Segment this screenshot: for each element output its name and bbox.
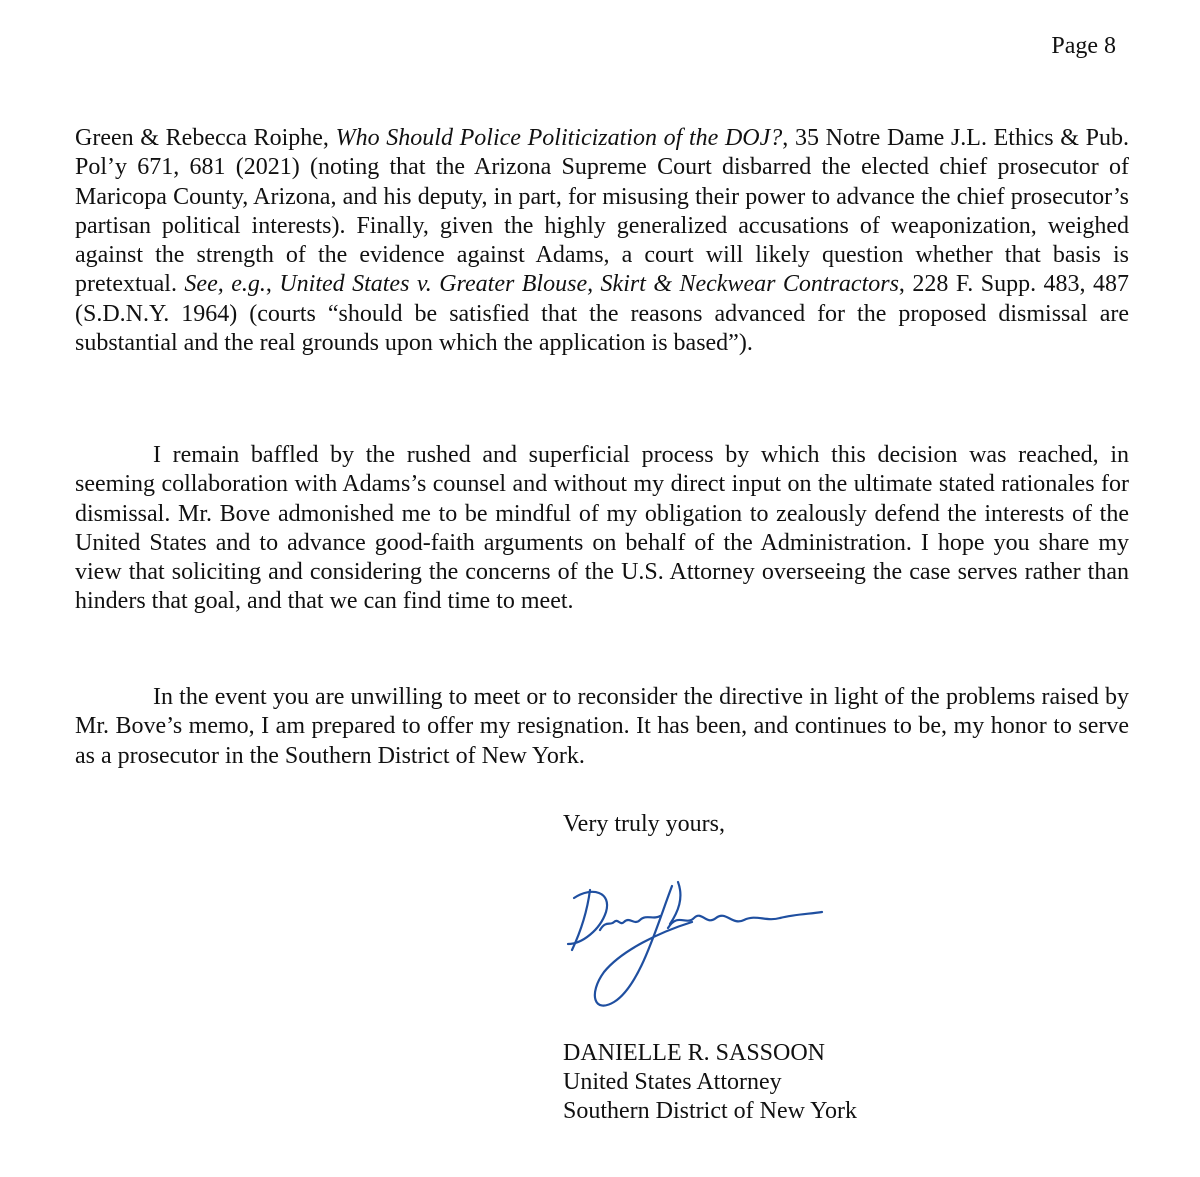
text-run: Green & Rebecca Roiphe,	[75, 125, 336, 151]
italic-case-name: United States v. Greater Blouse, Skirt & Neckwear Contractors	[279, 271, 899, 298]
signer-office: Southern District of New York	[563, 1098, 857, 1124]
text-run: , 35 Notre Dame J.L. Ethics & Pub. Pol’y 671, 681 (2021) (noting that the Arizona Supreme Court disbarred the elected chief prosecutor of Maricopa County, Arizona, and his deputy, in part, for misusing their power to advance the chief prosecutor’s partisan political interests). Finally, given the highly generalized accusations of weaponization, weighed against the strength of the evidence against Adams, a court will likely question whether that basis is pretextual.	[75, 125, 1130, 298]
text-run: ,	[265, 271, 280, 298]
signer-block	[563, 1039, 857, 1126]
signer-name: DANIELLE R. SASSOON	[563, 1040, 826, 1066]
signature-stroke	[668, 912, 822, 928]
paragraph-citations	[75, 124, 1129, 358]
page-number: Page 8	[1051, 33, 1116, 59]
signature-image	[560, 868, 830, 1013]
italic-signal: See, e.g.	[184, 271, 266, 298]
paragraph-resignation: In the event you are unwilling to meet or to reconsider the directive in light of the problems raised by Mr. Bove’s memo, I am prepared to offer my resignation. It has been, and continues to be, my honor to serve as a prosecutor in the Southern District of New York.	[75, 684, 1129, 769]
signature-stroke	[600, 916, 660, 930]
signer-title: United States Attorney	[563, 1069, 782, 1095]
signature-stroke	[595, 886, 692, 1006]
text-run: , 228 F. Supp. 483, 487 (S.D.N.Y. 1964) (courts “should be satisfied that the reasons advanced for the proposed dismissal are substantial and the real grounds upon which the application is based”).	[75, 271, 1129, 357]
paragraph-process-concerns: I remain baffled by the rushed and superficial process by which this decision was reached, in seeming collaboration with Adams’s counsel and without my direct input on the ultimate stated rationales for dismissal. Mr. Bove admonished me to be mindful of my obligation to zealously defend the interests of the United States and to advance good-faith arguments on behalf of the Administration. I hope you share my view that soliciting and considering the concerns of the U.S. Attorney overseeing the case serves rather than hinders that goal, and that we can find time to meet.	[75, 442, 1129, 615]
closing-salutation: Very truly yours,	[563, 811, 725, 837]
italic-article-title: Who Should Police Politicization of the DOJ?	[335, 125, 783, 151]
